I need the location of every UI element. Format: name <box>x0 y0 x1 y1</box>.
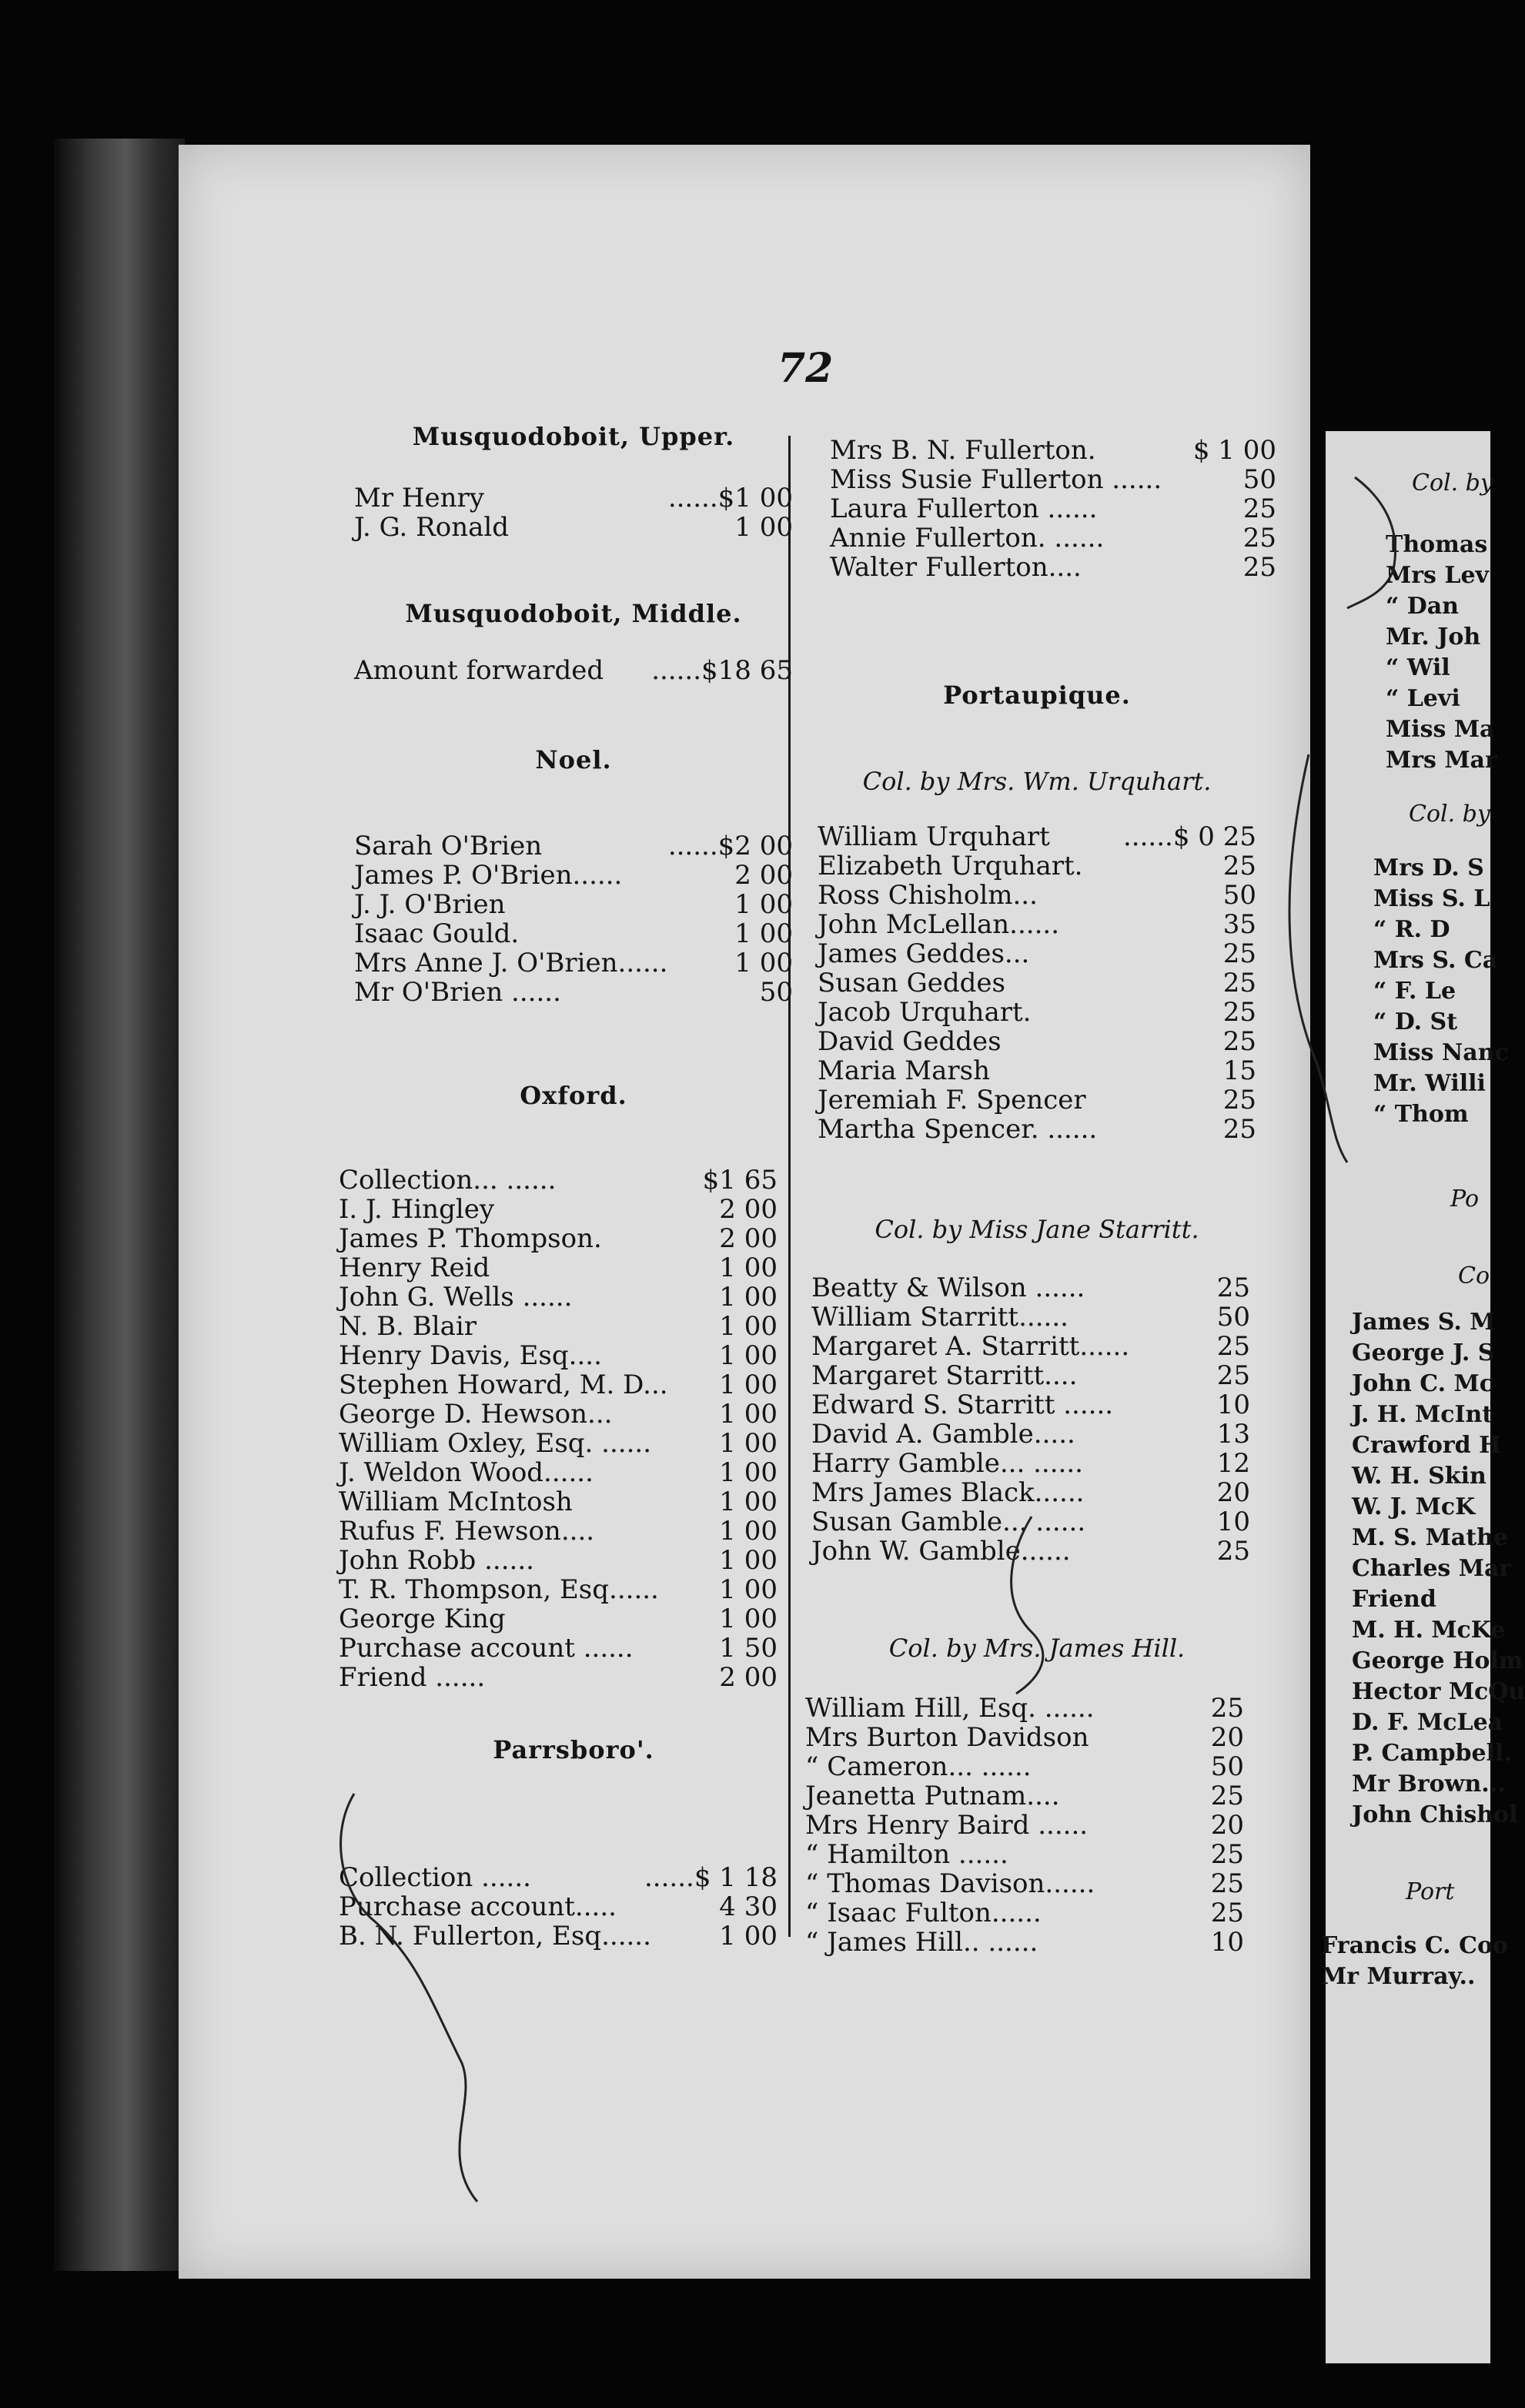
entry-fragment: Mrs S. Ca <box>1373 947 1498 974</box>
donor-name: James P. O'Brien...... <box>354 860 623 891</box>
donor-name: Annie Fullerton. ...... <box>830 523 1105 554</box>
donation-amount: 1 00 <box>719 1604 778 1634</box>
donor-name: Henry Reid <box>339 1252 490 1283</box>
ledger-row <box>339 1195 778 1224</box>
donor-name: “ Hamilton ...... <box>805 1839 1008 1870</box>
donation-amount: 50 <box>1210 1751 1244 1782</box>
section-heading: Musquodoboit, Upper. <box>412 422 735 451</box>
donation-amount: 1 00 <box>734 948 793 978</box>
donation-amount: 10 <box>1216 1390 1250 1420</box>
donor-name: Purchase account..... <box>339 1891 617 1922</box>
donor-name: Susan Gamble... ...... <box>811 1507 1086 1537</box>
donor-name: Amount forwarded <box>354 655 604 686</box>
donation-amount: $1 65 <box>702 1165 778 1196</box>
donation-amount: ......$2 00 <box>667 831 793 861</box>
donor-name: William McIntosh <box>339 1487 573 1517</box>
donor-name: Beatty & Wilson ...... <box>811 1273 1085 1303</box>
donation-amount: 1 50 <box>719 1633 778 1664</box>
donor-name: I. J. Hingley <box>339 1194 495 1225</box>
ledger-row <box>354 978 793 1007</box>
donation-amount: 25 <box>1222 968 1256 998</box>
ledger-row <box>805 1723 1244 1752</box>
donation-amount: 13 <box>1216 1419 1250 1450</box>
donation-amount: 1 00 <box>719 1457 778 1488</box>
page-gutter <box>1310 145 1327 2362</box>
collector-line: Col. by Mrs. James Hill. <box>888 1634 1186 1663</box>
collector-fragment: Co <box>1458 1263 1490 1289</box>
handwritten-margin-mark <box>323 1771 523 2209</box>
entry-fragment: W. H. Skin <box>1352 1463 1487 1490</box>
donation-amount: 25 <box>1242 493 1276 524</box>
ledger-row <box>339 1253 778 1283</box>
ledger-row <box>830 436 1276 465</box>
donor-name: James P. Thompson. <box>339 1223 602 1254</box>
donation-amount: 1 00 <box>734 512 793 543</box>
donor-name: Margaret A. Starritt...... <box>811 1331 1130 1362</box>
donor-name: Mrs James Black...... <box>811 1477 1085 1508</box>
entry-fragment: James S. M <box>1352 1309 1496 1336</box>
donation-amount: 25 <box>1210 1781 1244 1811</box>
entry-fragment: “ R. D <box>1373 916 1450 943</box>
donation-amount: 25 <box>1222 1085 1256 1115</box>
donation-amount: 25 <box>1210 1693 1244 1724</box>
donation-amount: 25 <box>1210 1898 1244 1928</box>
donation-amount: 25 <box>1222 1026 1256 1057</box>
entry-fragment: Mr. Joh <box>1386 624 1481 650</box>
donor-name: John W. Gamble...... <box>811 1536 1071 1567</box>
donation-amount: 1 00 <box>719 1545 778 1576</box>
ledger-row <box>339 1224 778 1253</box>
donor-name: John G. Wells ...... <box>339 1282 573 1313</box>
donation-amount: 25 <box>1216 1331 1250 1362</box>
donor-name: T. R. Thompson, Esq...... <box>339 1574 659 1605</box>
ledger-row <box>339 1663 778 1692</box>
entry-fragment: “ Wil <box>1386 654 1450 681</box>
donor-name: George King <box>339 1604 506 1634</box>
donation-amount: ......$ 0 25 <box>1123 821 1256 852</box>
ledger-row <box>818 1085 1256 1115</box>
donor-name: Sarah O'Brien <box>354 831 543 861</box>
ledger-row <box>339 1517 778 1546</box>
donor-name: Laura Fullerton ...... <box>830 493 1098 524</box>
ledger-row <box>818 998 1256 1027</box>
ledger-row <box>818 822 1256 851</box>
donor-name: John Robb ...... <box>339 1545 534 1576</box>
donation-amount: 10 <box>1210 1927 1244 1958</box>
donation-amount: 25 <box>1210 1868 1244 1899</box>
ledger-row <box>811 1273 1250 1303</box>
entry-fragment: P. Campbell. <box>1352 1740 1512 1767</box>
donor-name: Jeremiah F. Spencer <box>818 1085 1086 1115</box>
donation-amount: 1 00 <box>719 1340 778 1371</box>
ledger-row <box>339 1604 778 1634</box>
entry-fragment: Francis C. Coo <box>1321 1932 1508 1959</box>
handwritten-margin-mark <box>985 1509 1078 1701</box>
donor-name: “ Cameron... ...... <box>805 1751 1032 1782</box>
donation-amount: 25 <box>1222 997 1256 1028</box>
entry-fragment: J. H. McInt <box>1352 1401 1493 1428</box>
ledger-row <box>818 1027 1256 1056</box>
donation-amount: 1 00 <box>719 1370 778 1400</box>
ledger-row <box>805 1752 1244 1781</box>
ledger-row <box>354 861 793 890</box>
donor-name: J. Weldon Wood...... <box>339 1457 594 1488</box>
donor-name: Maria Marsh <box>818 1055 990 1086</box>
donor-name: Harry Gamble... ...... <box>811 1448 1083 1479</box>
donor-name: Stephen Howard, M. D... <box>339 1370 668 1400</box>
ledger-row <box>339 1575 778 1604</box>
entry-fragment: M. S. Mathe <box>1352 1524 1508 1551</box>
entry-fragment: “ Thom <box>1373 1101 1469 1128</box>
donation-amount: 25 <box>1222 1114 1256 1145</box>
donor-name: Mr Henry <box>354 483 485 513</box>
donation-amount: 1 00 <box>719 1487 778 1517</box>
entry-fragment: Mr Brown... <box>1352 1771 1506 1798</box>
donor-name: Collection ...... <box>339 1862 531 1893</box>
donor-name: “ Thomas Davison...... <box>805 1868 1095 1899</box>
donation-amount: 50 <box>1242 464 1276 495</box>
donation-amount: $ 1 00 <box>1192 435 1276 466</box>
ledger-row <box>805 1781 1244 1811</box>
entry-fragment: “ D. St <box>1373 1008 1458 1035</box>
donation-amount: 25 <box>1242 523 1276 554</box>
ledger-row <box>354 656 793 685</box>
donor-name: William Hill, Esq. ...... <box>805 1693 1095 1724</box>
ledger-row <box>339 1487 778 1517</box>
donor-name: Susan Geddes <box>818 968 1005 998</box>
ledger-row <box>830 465 1276 494</box>
collector-fragment: Col. by <box>1412 470 1493 497</box>
ledger-row <box>354 483 793 513</box>
donation-amount: 20 <box>1210 1722 1244 1753</box>
ledger-row <box>805 1869 1244 1898</box>
ledger-row <box>339 1429 778 1458</box>
donation-amount: 2 00 <box>719 1662 778 1693</box>
donor-name: David A. Gamble..... <box>811 1419 1075 1450</box>
entry-fragment: Mr Murray.. <box>1321 1963 1476 1990</box>
donor-name: Jeanetta Putnam.... <box>805 1781 1060 1811</box>
donor-name: Ross Chisholm... <box>818 880 1038 911</box>
donor-name: Miss Susie Fullerton ...... <box>830 464 1162 495</box>
ledger-row <box>830 494 1276 523</box>
ledger-row <box>811 1420 1250 1449</box>
donor-name: David Geddes <box>818 1026 1002 1057</box>
entry-fragment: D. F. McLea <box>1352 1709 1503 1736</box>
donor-name: Margaret Starritt.... <box>811 1360 1078 1391</box>
donation-amount: 1 00 <box>719 1516 778 1547</box>
donor-name: Mr O'Brien ...... <box>354 977 561 1008</box>
ledger-row <box>811 1390 1250 1420</box>
entry-fragment: Mrs D. S <box>1373 855 1484 881</box>
donor-name: J. G. Ronald <box>354 512 510 543</box>
donation-amount: 2 00 <box>734 860 793 891</box>
ledger-row <box>354 948 793 978</box>
ledger-row <box>339 1370 778 1400</box>
ledger-row <box>818 968 1256 998</box>
entry-fragment: W. J. McK <box>1352 1493 1476 1520</box>
ledger-row <box>805 1811 1244 1840</box>
ledger-row <box>339 1458 778 1487</box>
donation-amount: 1 00 <box>719 1574 778 1605</box>
donor-name: J. J. O'Brien <box>354 889 506 920</box>
donation-amount: 1 00 <box>734 889 793 920</box>
donation-amount: 2 00 <box>719 1223 778 1254</box>
ledger-row <box>830 553 1276 582</box>
donation-amount: ......$18 65 <box>651 655 793 686</box>
donation-amount: 1 00 <box>719 1399 778 1430</box>
entry-fragment: Miss Ma <box>1386 716 1495 743</box>
donation-amount: 35 <box>1222 909 1256 940</box>
ledger-row <box>805 1840 1244 1869</box>
donor-name: Friend ...... <box>339 1662 486 1693</box>
donor-name: Elizabeth Urquhart. <box>818 851 1083 881</box>
donor-name: Mrs Henry Baird ...... <box>805 1810 1089 1841</box>
donation-amount: 2 00 <box>719 1194 778 1225</box>
donor-name: Isaac Gould. <box>354 918 520 949</box>
donation-amount: 25 <box>1222 938 1256 969</box>
ledger-row <box>811 1361 1250 1390</box>
entry-fragment: Miss S. L <box>1373 885 1490 912</box>
entry-fragment: Miss Nanc <box>1373 1039 1509 1066</box>
donor-name: James Geddes... <box>818 938 1030 969</box>
donor-name: Mrs Anne J. O'Brien...... <box>354 948 668 978</box>
donor-name: Edward S. Starritt ...... <box>811 1390 1114 1420</box>
collector-line: Col. by Miss Jane Starritt. <box>875 1215 1199 1244</box>
donor-name: “ James Hill.. ...... <box>805 1927 1038 1958</box>
donor-name: Walter Fullerton.... <box>830 552 1082 583</box>
donor-name: Mrs Burton Davidson <box>805 1722 1089 1753</box>
section-heading: Oxford. <box>520 1081 627 1110</box>
entry-fragment: George Holm <box>1352 1647 1523 1674</box>
ledger-row <box>811 1303 1250 1332</box>
donor-name: Martha Spencer. ...... <box>818 1114 1098 1145</box>
donation-amount: 1 00 <box>719 1252 778 1283</box>
donation-amount: 50 <box>759 977 793 1008</box>
donor-name: Collection... ...... <box>339 1165 557 1196</box>
donor-name: William Starritt...... <box>811 1302 1069 1333</box>
donor-name: George D. Hewson... <box>339 1399 613 1430</box>
donor-name: Purchase account ...... <box>339 1633 634 1664</box>
ledger-row <box>805 1898 1244 1928</box>
ledger-row <box>805 1928 1244 1957</box>
donor-name: Henry Davis, Esq.... <box>339 1340 602 1371</box>
donor-name: N. B. Blair <box>339 1311 477 1342</box>
section-heading: Portaupique. <box>943 681 1131 710</box>
donation-amount: 25 <box>1216 1273 1250 1303</box>
section-heading: Parrsboro'. <box>493 1735 654 1764</box>
donor-name: Mrs B. N. Fullerton. <box>830 435 1096 466</box>
ledger-row <box>818 1115 1256 1144</box>
ledger-row <box>339 1546 778 1575</box>
entry-fragment: Mr. Willi <box>1373 1070 1486 1097</box>
donor-name: Jacob Urquhart. <box>818 997 1032 1028</box>
donation-amount: 4 30 <box>719 1891 778 1922</box>
donation-amount: 25 <box>1222 851 1256 881</box>
ledger-row <box>339 1341 778 1370</box>
donation-amount: ......$ 1 18 <box>644 1862 778 1893</box>
ledger-row <box>818 851 1256 881</box>
book-spine-edge <box>54 139 185 2271</box>
entry-fragment: Crawford H <box>1352 1432 1501 1459</box>
entry-fragment: “ F. Le <box>1373 978 1456 1005</box>
ledger-row <box>818 910 1256 939</box>
entry-fragment: Mrs Mar <box>1386 747 1497 774</box>
entry-fragment: Mrs Lev <box>1386 562 1489 589</box>
ledger-row <box>354 513 793 542</box>
ledger-row <box>811 1478 1250 1507</box>
entry-fragment: “ Dan <box>1386 593 1459 620</box>
donation-amount: 1 00 <box>719 1428 778 1459</box>
donor-name: B. N. Fullerton, Esq...... <box>339 1921 651 1951</box>
entry-fragment: Friend <box>1352 1586 1436 1613</box>
entry-fragment: John C. Mc <box>1352 1370 1493 1397</box>
handwritten-margin-mark <box>1339 462 1432 616</box>
ledger-row <box>339 1400 778 1429</box>
donor-name: William Urquhart <box>818 821 1050 852</box>
page-number: 72 <box>778 345 834 392</box>
entry-fragment: “ Levi <box>1386 685 1460 712</box>
ledger-row <box>818 939 1256 968</box>
donation-amount: 12 <box>1216 1448 1250 1479</box>
donation-amount: 25 <box>1242 552 1276 583</box>
ledger-row <box>354 890 793 919</box>
entry-fragment: M. H. McKe <box>1352 1617 1506 1644</box>
ledger-row <box>818 1056 1256 1085</box>
collector-fragment: Col. by <box>1409 801 1490 828</box>
donation-amount: ......$1 00 <box>667 483 793 513</box>
ledger-row <box>354 919 793 948</box>
donor-name: John McLellan...... <box>818 909 1060 940</box>
donation-amount: 1 00 <box>719 1311 778 1342</box>
ledger-row <box>339 1634 778 1663</box>
donation-amount: 50 <box>1222 880 1256 911</box>
entry-fragment: Thomas <box>1386 531 1488 558</box>
ledger-row <box>818 881 1256 910</box>
handwritten-margin-mark <box>1262 739 1355 1170</box>
donor-name: Rufus F. Hewson.... <box>339 1516 595 1547</box>
donation-amount: 1 00 <box>719 1282 778 1313</box>
collector-line: Col. by Mrs. Wm. Urquhart. <box>862 767 1212 796</box>
donation-amount: 15 <box>1222 1055 1256 1086</box>
entry-fragment: John Chishol <box>1352 1801 1518 1828</box>
donor-name: “ Isaac Fulton...... <box>805 1898 1042 1928</box>
donation-amount: 25 <box>1216 1536 1250 1567</box>
ledger-row <box>811 1449 1250 1478</box>
ledger-row <box>339 1283 778 1312</box>
ledger-row <box>339 1312 778 1341</box>
donation-amount: 25 <box>1210 1839 1244 1870</box>
section-heading: Musquodoboit, Middle. <box>405 599 742 628</box>
entry-fragment: George J. S <box>1352 1339 1495 1366</box>
donation-amount: 1 00 <box>734 918 793 949</box>
heading-fragment: Po <box>1450 1186 1480 1212</box>
donor-name: William Oxley, Esq. ...... <box>339 1428 652 1459</box>
ledger-row <box>811 1332 1250 1361</box>
donation-amount: 10 <box>1216 1507 1250 1537</box>
ledger-row <box>830 523 1276 553</box>
donation-amount: 25 <box>1216 1360 1250 1391</box>
ledger-row <box>354 831 793 861</box>
entry-fragment: Hector McQu <box>1352 1678 1525 1705</box>
donation-amount: 20 <box>1210 1810 1244 1841</box>
donation-amount: 20 <box>1216 1477 1250 1508</box>
section-heading: Noel. <box>535 745 612 774</box>
heading-fragment: Port <box>1406 1878 1455 1905</box>
donation-amount: 1 00 <box>719 1921 778 1951</box>
entry-fragment: Charles Mar <box>1352 1555 1512 1582</box>
donation-amount: 50 <box>1216 1302 1250 1333</box>
ledger-row <box>339 1166 778 1195</box>
